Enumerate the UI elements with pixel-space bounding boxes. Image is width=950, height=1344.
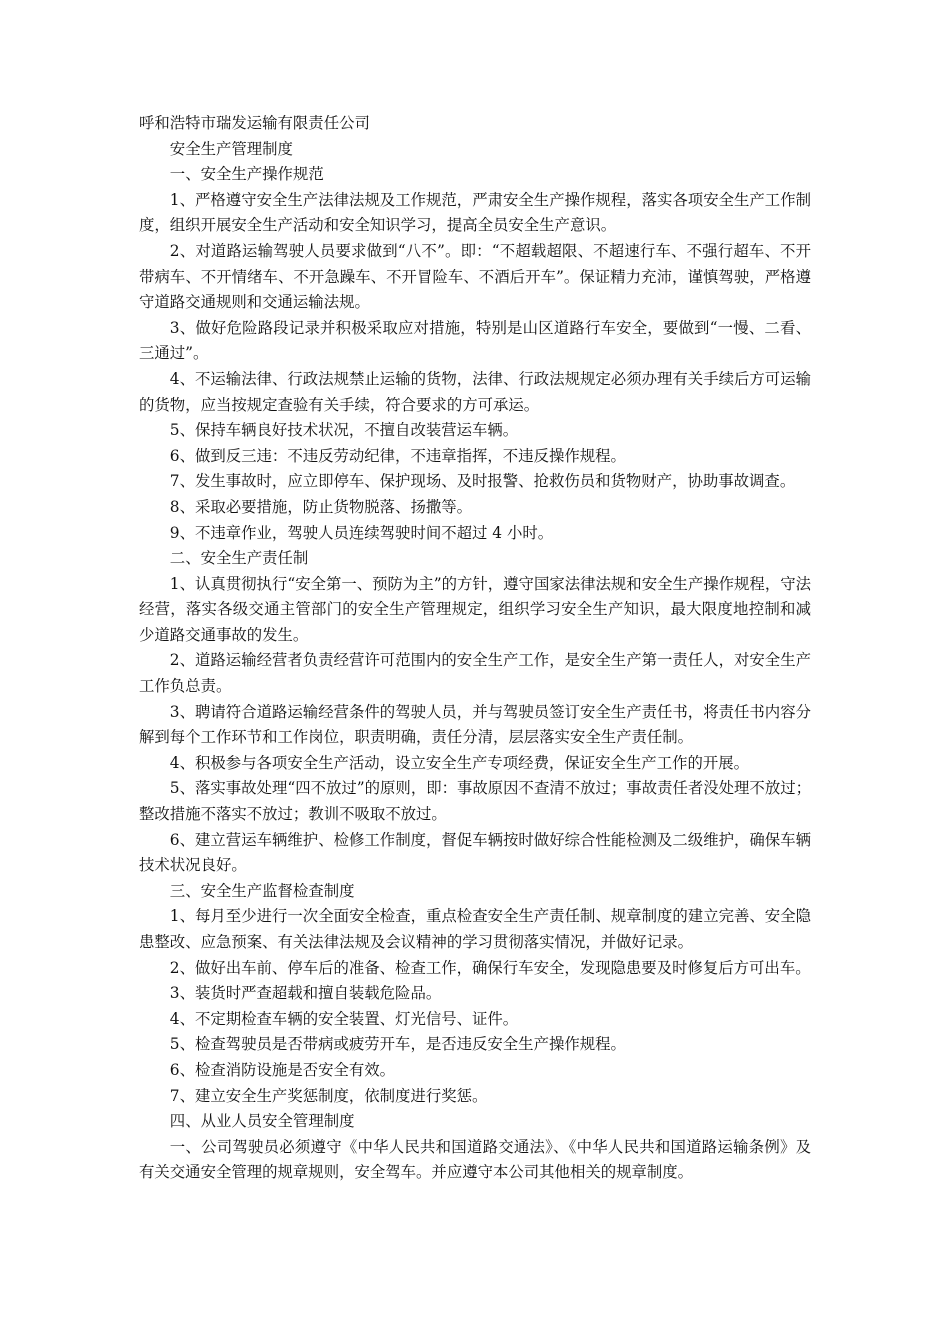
document-body xyxy=(139,162,811,1186)
company-name: 呼和浩特市瑞发运输有限责任公司 xyxy=(139,114,370,132)
paragraph: 一、公司驾驶员必须遵守《中华人民共和国道路交通法》、《中华人民共和国道路运输条例》及有关交通安全管理的规章规则，安全驾车。并应遵守本公司其他相关的规章制度。 xyxy=(139,1137,811,1182)
section-heading-2: 二、安全生产责任制 xyxy=(169,549,309,568)
paragraph: 2、道路运输经营者负责经营许可范围内的安全生产工作，是安全生产第一责任人，对安全生产工作负总责。 xyxy=(139,651,811,696)
paragraph: 6、做到反三违：不违反劳动纪律，不违章指挥，不违反操作规程。 xyxy=(169,446,626,465)
paragraph: 4、不运输法律、行政法规禁止运输的货物，法律、行政法规规定必须办理有关手续后方可运输的货物，应当按规定查验有关手续，符合要求的方可承运。 xyxy=(139,369,811,414)
section-heading-1: 一、安全生产操作规范 xyxy=(169,165,324,184)
paragraph: 2、做好出车前、停车后的准备、检查工作，确保行车安全，发现隐患要及时修复后方可出车。 xyxy=(169,958,811,977)
paragraph: 4、积极参与各项安全生产活动，设立安全生产专项经费，保证安全生产工作的开展。 xyxy=(169,753,750,772)
document-page xyxy=(139,111,811,1186)
paragraph: 8、采取必要措施，防止货物脱落、扬撒等。 xyxy=(169,497,473,516)
paragraph: 1、认真贯彻执行“安全第一、预防为主”的方针，遵守国家法律法规和安全生产操作规程，守法经营，落实各级交通主管部门的安全生产管理规定，组织学习安全生产知识，最大限度地控制和减少道路交通事故的发生。 xyxy=(139,574,811,644)
paragraph: 5、检查驾驶员是否带病或疲劳开车，是否违反安全生产操作规程。 xyxy=(169,1035,626,1054)
paragraph: 1、每月至少进行一次全面安全检查，重点检查安全生产责任制、规章制度的建立完善、安全隐患整改、应急预案、有关法律法规及会议精神的学习贯彻落实情况，并做好记录。 xyxy=(139,907,811,951)
paragraph: 2、对道路运输驾驶人员要求做到“八不”。即：“不超载超限、不超速行车、不强行超车、不开带病车、不开情绪车、不开急躁车、不开冒险车、不酒后开车”。保证精力充沛，谨慎驾驶，严格遵守道路交通规则和交通运输法规。 xyxy=(139,241,811,312)
document-title: 安全生产管理制度 xyxy=(169,139,293,158)
paragraph: 7、建立安全生产奖惩制度，依制度进行奖惩。 xyxy=(169,1086,488,1105)
paragraph: 3、装货时严查超载和擅自装载危险品。 xyxy=(169,984,442,1003)
paragraph: 9、不违章作业，驾驶人员连续驾驶时间不超过 4 小时。 xyxy=(169,523,554,542)
paragraph: 3、聘请符合道路运输经营条件的驾驶人员，并与驾驶员签订安全生产责任书，将责任书内容分解到每个工作环节和工作岗位，职责明确，责任分清，层层落实安全生产责任制。 xyxy=(139,702,811,747)
paragraph: 6、检查消防设施是否安全有效。 xyxy=(169,1060,396,1079)
paragraph: 1、严格遵守安全生产法律法规及工作规范，严肃安全生产操作规程，落实各项安全生产工作制度，组织开展安全生产活动和安全知识学习，提高全员安全生产意识。 xyxy=(139,190,811,235)
section-heading-4: 四、从业人员安全管理制度 xyxy=(169,1112,355,1131)
paragraph: 5、落实事故处理“四不放过”的原则，即：事故原因不查清不放过；事故责任者没处理不放过；整改措施不落实不放过；教训不吸取不放过。 xyxy=(139,779,811,824)
paragraph: 6、建立营运车辆维护、检修工作制度，督促车辆按时做好综合性能检测及二级维护，确保车辆技术状况良好。 xyxy=(139,830,811,875)
section-heading-3: 三、安全生产监督检查制度 xyxy=(169,881,355,900)
paragraph: 4、不定期检查车辆的安全装置、灯光信号、证件。 xyxy=(169,1009,519,1028)
paragraph: 5、保持车辆良好技术状况，不擅自改装营运车辆。 xyxy=(169,421,519,440)
paragraph: 3、做好危险路段记录并积极采取应对措施，特别是山区道路行车安全，要做到“一慢、二看、三通过”。 xyxy=(139,318,811,363)
paragraph: 7、发生事故时，应立即停车、保护现场、及时报警、抢救伤员和货物财产，协助事故调查。 xyxy=(169,472,796,491)
